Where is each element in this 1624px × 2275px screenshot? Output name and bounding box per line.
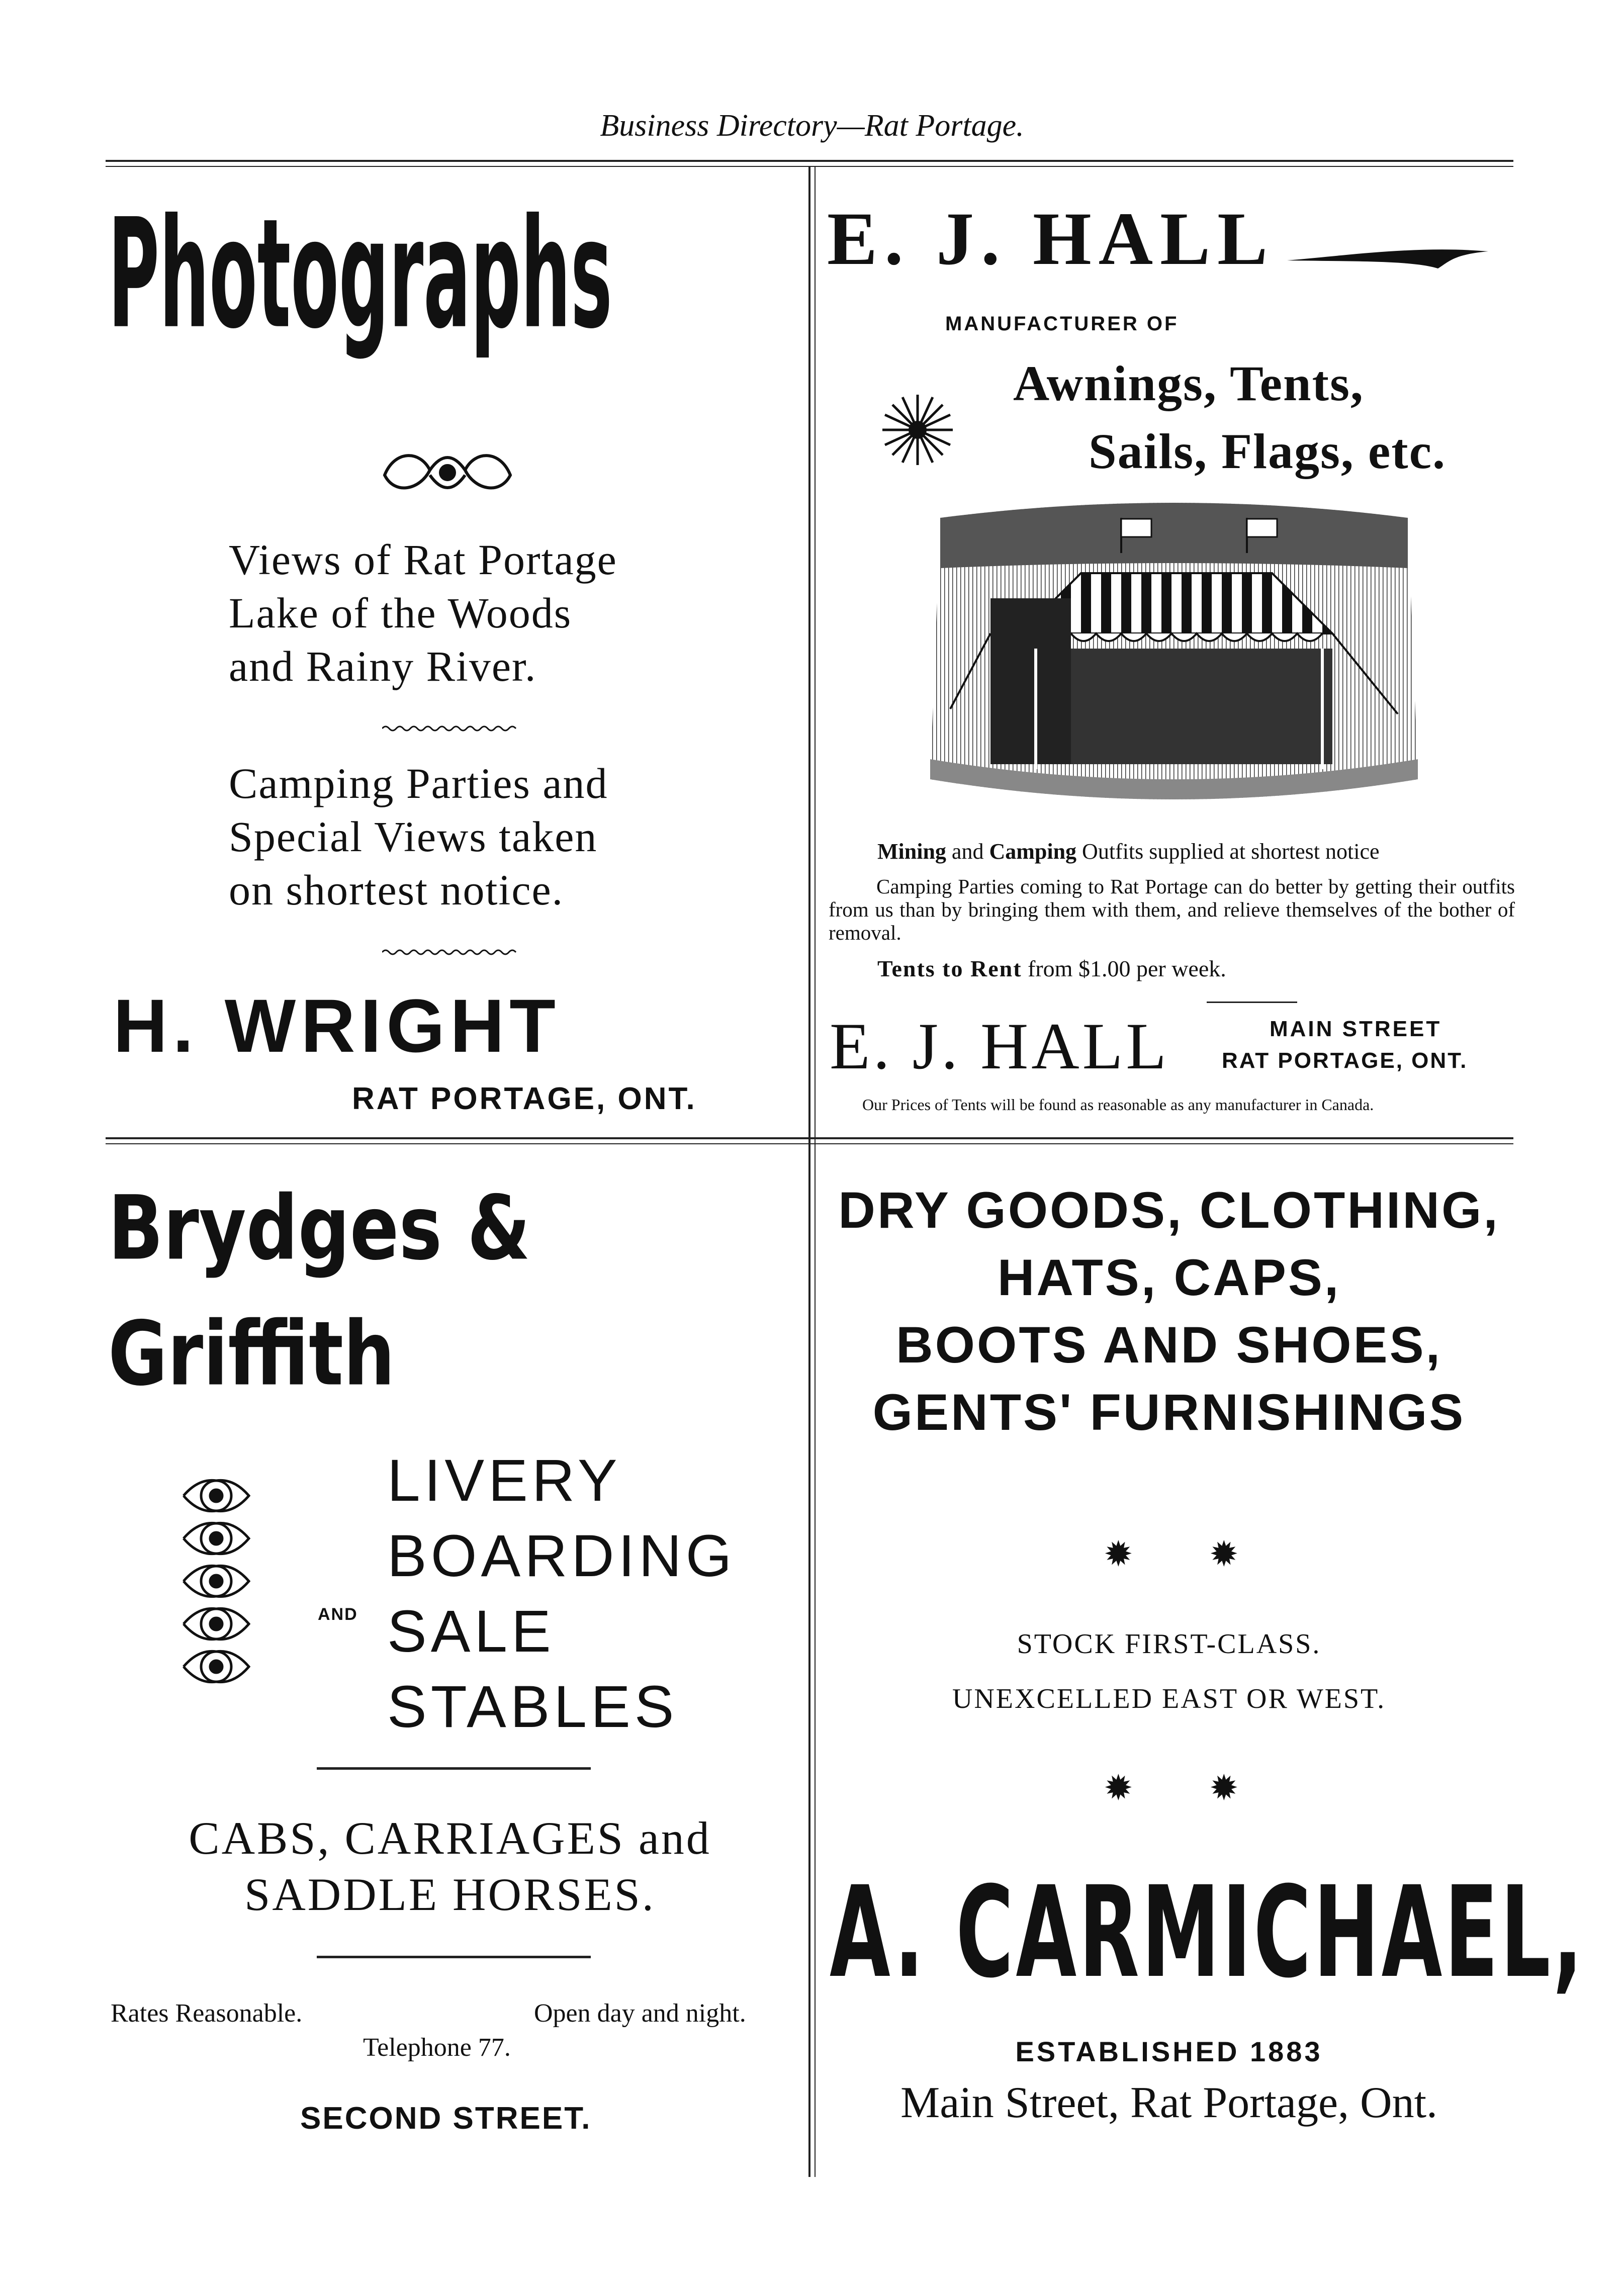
hall-address-line-1: MAIN STREET — [1270, 1017, 1442, 1041]
tent-illustration — [920, 498, 1428, 809]
service-boarding: BOARDING — [387, 1523, 736, 1589]
goods-line: HATS, CAPS, — [997, 1249, 1341, 1306]
outfits-and: and — [951, 839, 984, 864]
manufacturer-label: MANUFACTURER OF — [945, 313, 1179, 335]
star-icon: ✹ — [1104, 1535, 1133, 1574]
services-list — [387, 1443, 736, 1745]
camping-line: Special Views taken — [229, 812, 598, 861]
views-line: and Rainy River. — [229, 642, 537, 690]
tents-lead: Tents to Rent — [877, 956, 1022, 981]
photographer-location: RAT PORTAGE, ONT. — [352, 1081, 697, 1116]
established-text: ESTABLISHED 1883 — [1015, 2036, 1323, 2067]
brydges-name-line-2: Griffith — [108, 1302, 395, 1406]
hall-name-bottom: E. J. HALL — [830, 1009, 1169, 1083]
cabs-line-2: SADDLE HORSES. — [244, 1869, 656, 1920]
views-line: Views of Rat Portage — [229, 535, 617, 584]
goods-line: BOOTS AND SHOES, — [896, 1316, 1442, 1374]
open-text: Open day and night. — [534, 1999, 746, 2028]
top-rule — [106, 160, 1513, 162]
photographs-heading: Photographs — [108, 186, 612, 362]
wavy-divider-icon — [382, 724, 518, 733]
views-text — [229, 533, 617, 693]
service-stables: STABLES — [387, 1674, 678, 1740]
unexcelled-text: UNEXCELLED EAST OR WEST. — [952, 1683, 1386, 1714]
brydges-name-line-1: Brydges & — [108, 1176, 530, 1280]
tents-rest: from $1.00 per week. — [1028, 956, 1226, 981]
prices-note: Our Prices of Tents will be found as reasonable as any manufacturer in Canada. — [862, 1096, 1374, 1114]
star-icon: ✹ — [1209, 1535, 1239, 1574]
center-divider — [808, 166, 810, 2177]
carmichael-name: A. CARMICHAEL, — [830, 1859, 1585, 2006]
street-text: SECOND STREET. — [300, 2101, 592, 2136]
carmichael-address: Main Street, Rat Portage, Ont. — [900, 2078, 1438, 2127]
star-icon: ✹ — [1209, 1769, 1239, 1808]
goods-line: DRY GOODS, CLOTHING, — [838, 1181, 1500, 1239]
products-line-2: Sails, Flags, etc. — [1089, 423, 1446, 479]
rates-text: Rates Reasonable. — [111, 1999, 303, 2028]
telephone-text: Telephone 77. — [363, 2033, 511, 2062]
camping-paragraph: Camping Parties coming to Rat Portage can do better by getting their outfits from us than by bringing them with them, and relieve themselves of the bother of removal. — [829, 875, 1515, 944]
brydges-rule-1 — [317, 1767, 591, 1770]
center-divider-thin — [815, 166, 816, 2177]
service-sale: SALE — [387, 1598, 555, 1665]
camping-text — [229, 757, 608, 917]
goods-line: GENTS' FURNISHINGS — [872, 1384, 1466, 1441]
floral-ornament-icon — [375, 440, 520, 505]
wavy-divider-icon — [382, 948, 518, 957]
outfits-rest: Outfits supplied at shortest notice — [1082, 839, 1380, 864]
hall-address-line-2: RAT PORTAGE, ONT. — [1222, 1048, 1468, 1073]
views-line: Lake of the Woods — [229, 589, 572, 637]
goods-list — [820, 1176, 1518, 1446]
middle-rule — [106, 1137, 1513, 1139]
short-rule — [1207, 1002, 1297, 1003]
outfits-lead-camping: Camping — [989, 839, 1077, 864]
hall-name-top: E. J. HALL — [827, 197, 1275, 281]
outfits-lead-mining: Mining — [877, 839, 946, 864]
and-label: AND — [318, 1605, 358, 1624]
tents-line — [877, 955, 1226, 982]
star-icon: ✹ — [1104, 1769, 1133, 1808]
camping-line: Camping Parties and — [229, 759, 608, 807]
cabs-line-1: CABS, CARRIAGES and — [189, 1812, 711, 1864]
products-line-1: Awnings, Tents, — [1013, 355, 1364, 411]
swash-icon — [1287, 240, 1488, 270]
brydges-rule-2 — [317, 1956, 591, 1958]
middle-rule-thin — [106, 1143, 1513, 1144]
stock-text: STOCK FIRST-CLASS. — [1017, 1628, 1321, 1660]
service-livery: LIVERY — [387, 1447, 621, 1514]
running-header: Business Directory—Rat Portage. — [600, 109, 1024, 143]
proprietor-name: H. WRIGHT — [113, 983, 561, 1068]
outfits-line — [877, 839, 1380, 864]
sunburst-icon — [877, 390, 958, 470]
camping-line: on shortest notice. — [229, 866, 564, 914]
floral-column-icon — [178, 1476, 254, 1697]
cabs-text — [116, 1810, 784, 1923]
